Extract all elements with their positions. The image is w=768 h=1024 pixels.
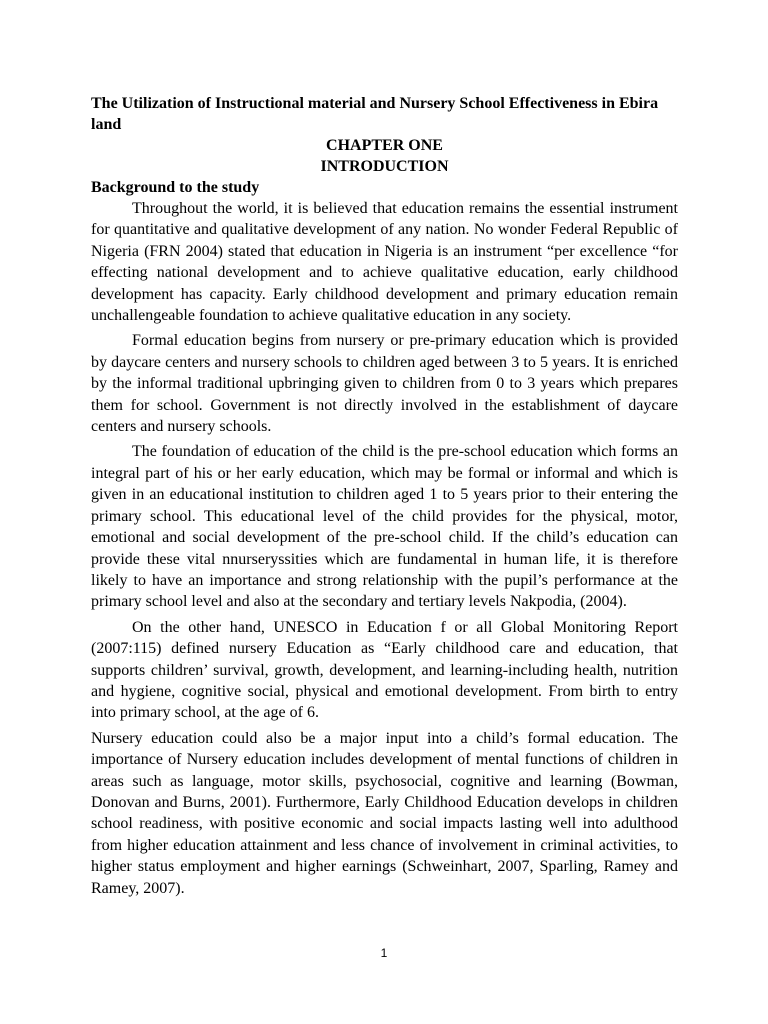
document-body xyxy=(91,93,678,903)
chapter-number: CHAPTER ONE xyxy=(326,137,443,154)
section-heading: Background to the study xyxy=(91,179,260,196)
body-paragraph: On the other hand, UNESCO in Education f or all Global Monitoring Report (2007:115) defined nursery Education as “Early childhood care and education, that supports children’ survival, growth, development, and learning-including health, nutrition and hygiene, cognitive social, physical and emotional development. From birth to entry into primary school, at the age of 6. xyxy=(91,618,678,722)
body-paragraph: The foundation of education of the child is the pre-school education which forms an integral part of his or her early education, which may be formal or informal and which is given in an educational institution to children aged 1 to 5 years prior to their entering the primary school. This educational level of the child provides for the physical, motor, emotional and social development of the pre-school child. If the child’s education can provide these vital nnurseryssities which are fundamental in human life, it is therefore likely to have an importance and strong relationship with the pupil’s performance at the primary school level and also at the secondary and tertiary levels Nakpodia, (2004). xyxy=(91,443,678,611)
body-paragraph: Formal education begins from nursery or pre-primary education which is provided by daycare centers and nursery schools to children aged between 3 to 5 years. It is enriched by the informal traditional upbringing given to children from 0 to 3 years which prepares them for school. Government is not directly involved in the establishment of daycare centers and nursery schools. xyxy=(91,332,678,436)
document-title: The Utilization of Instructional material and Nursery School Effectiveness in Ebira land xyxy=(91,95,659,133)
body-paragraph: Nursery education could also be a major input into a child’s formal education. The importance of Nursery education includes development of mental functions of children in areas such as language, motor skills, psychosocial, cognitive and learning (Bowman, Donovan and Burns, 2001). Furthermore, Early Childhood Education develops in children school readiness, with positive economic and social impacts lasting well into adulthood from higher education attainment and less chance of involvement in criminal activities, to higher status employment and higher earnings (Schweinhart, 2007, Sparling, Ramey and Ramey, 2007). xyxy=(91,729,678,897)
chapter-title: INTRODUCTION xyxy=(320,158,449,175)
body-paragraph: Throughout the world, it is believed that education remains the essential instrument for quantitative and qualitative development of any nation. No wonder Federal Republic of Nigeria (FRN 2004) stated that education in Nigeria is an instrument “per excellence “for effecting national development and to achieve qualitative education, early childhood development has capacity. Early childhood development and primary education remain unchallengeable foundation to achieve qualitative education in any society. xyxy=(91,200,678,325)
page-number: 1 xyxy=(380,946,388,960)
